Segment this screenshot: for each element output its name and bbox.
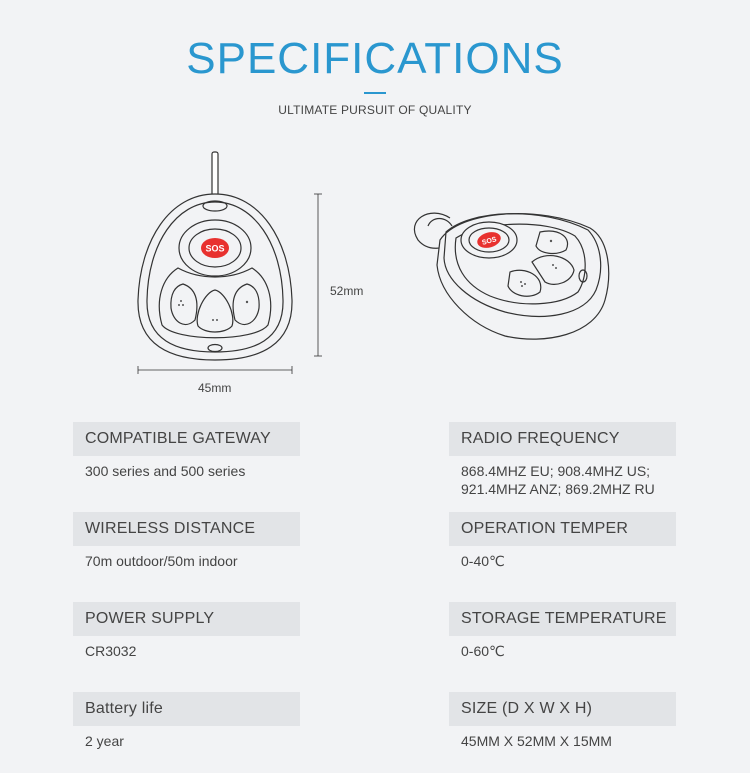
- spec-power-supply: [73, 602, 300, 660]
- spec-label: STORAGE TEMPERATURE: [449, 602, 676, 636]
- spec-value: 0-60℃: [461, 643, 505, 659]
- spec-label: WIRELESS DISTANCE: [73, 512, 300, 546]
- width-dimension-label: 45mm: [198, 381, 232, 395]
- page-subtitle: ULTIMATE PURSUIT OF QUALITY: [278, 103, 472, 117]
- spec-label: COMPATIBLE GATEWAY: [73, 422, 300, 456]
- spec-value: 2 year: [85, 733, 124, 749]
- spec-storage-temperature: [449, 602, 676, 660]
- height-dimension-label: 52mm: [330, 284, 364, 298]
- spec-value: 45MM X 52MM X 15MM: [461, 733, 612, 749]
- spec-value: CR3032: [85, 643, 137, 659]
- spec-size: [449, 692, 676, 750]
- spec-label: Battery life: [73, 692, 300, 726]
- spec-label: SIZE (D X W X H): [449, 692, 676, 726]
- spec-value: 0-40℃: [461, 553, 505, 569]
- spec-label: RADIO FREQUENCY: [449, 422, 676, 456]
- spec-battery-life: [73, 692, 300, 750]
- sos-label-front: SOS: [205, 243, 225, 254]
- spec-label: OPERATION TEMPER: [449, 512, 676, 546]
- button-cluster: [159, 268, 270, 338]
- sos-label-side: SOS: [481, 236, 498, 247]
- product-drawing: [0, 140, 750, 400]
- spec-value: 70m outdoor/50m indoor: [85, 553, 238, 569]
- spec-value: 300 series and 500 series: [85, 463, 246, 479]
- spec-radio-frequency: [449, 422, 676, 498]
- spec-wireless-distance: [73, 512, 300, 570]
- spec-value: 868.4MHZ EU; 908.4MHZ US; 921.4MHZ ANZ; 869.2MHZ RU: [461, 463, 655, 497]
- spec-operation-temper: [449, 512, 676, 570]
- spec-compatible-gateway: [73, 422, 300, 480]
- page-title: SPECIFICATIONS: [186, 34, 564, 83]
- spec-label: POWER SUPPLY: [73, 602, 300, 636]
- title-underline: [364, 92, 386, 94]
